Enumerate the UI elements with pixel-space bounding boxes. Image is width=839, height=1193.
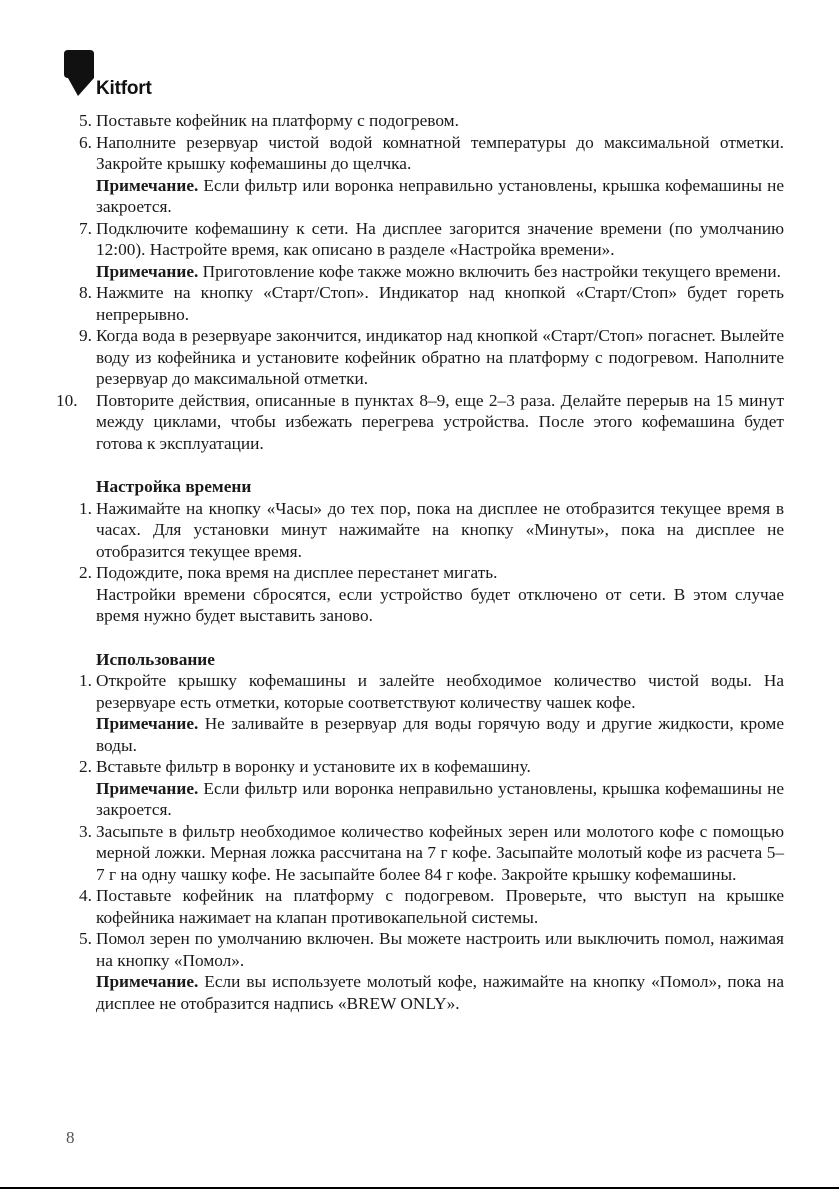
list-item	[56, 390, 784, 455]
item-text: Помол зерен по умолчанию включен. Вы можете настроить или выключить помол, нажимая на кнопку «Помол».	[96, 929, 784, 970]
usage-list	[62, 670, 784, 1014]
item-text: Вставьте фильтр в воронку и установите их в кофемашину.	[96, 757, 531, 776]
item-number: 1.	[79, 498, 92, 518]
item-text: Повторите действия, описанные в пунктах 8–9, еще 2–3 раза. Делайте перерыв на 15 минут между циклами, чтобы избежать перегрева устройства. После этого кофемашина будет готова к эксплуатации.	[96, 390, 784, 453]
note-label: Примечание.	[96, 972, 199, 991]
list-item	[62, 282, 784, 325]
note-label: Примечание.	[96, 261, 199, 281]
time-setup-list	[62, 498, 784, 627]
note	[96, 175, 784, 218]
page-number: 8	[66, 1128, 75, 1147]
note-text: Не заливайте в резервуар для воды горячую воду и другие жидкости, кроме воды.	[96, 714, 784, 755]
item-number: 4.	[79, 886, 92, 905]
item-number: 9.	[79, 326, 92, 345]
list-item	[62, 110, 784, 132]
list-item	[62, 132, 784, 218]
logo-text: Kitfort	[96, 78, 152, 99]
note	[96, 713, 784, 756]
note-text: Приготовление кофе также можно включить без настройки текущего времени.	[198, 261, 781, 281]
document-body	[56, 110, 784, 1014]
list-item	[62, 821, 784, 886]
kitfort-logo-icon	[64, 50, 94, 96]
note-text: Если фильтр или воронка неправильно установлены, крышка кофемашины не закроется.	[96, 175, 784, 216]
list-item	[62, 218, 784, 283]
list-item	[62, 670, 784, 756]
item-number: 2.	[79, 563, 92, 582]
list-item	[62, 928, 784, 1014]
note-label: Примечание.	[96, 714, 199, 733]
item-text: Подождите, пока время на дисплее перестанет мигать.	[96, 563, 498, 582]
note	[96, 778, 784, 821]
item-text: Подключите кофемашину к сети. На дисплее загорится значение времени (по умолчанию 12:00). Настройте время, как описано в разделе «Настройка времени».	[96, 218, 784, 259]
note-text: Если фильтр или воронка неправильно установлены, крышка кофемашины не закроется.	[96, 778, 784, 819]
section-heading-time-setup: Настройка времени	[96, 477, 252, 496]
item-number: 8.	[79, 283, 92, 302]
bottom-divider	[0, 1187, 839, 1189]
note	[96, 261, 784, 283]
steps-list-a	[56, 110, 784, 454]
note-label: Примечание.	[96, 778, 199, 798]
item-number: 7.	[79, 218, 92, 238]
list-item	[62, 885, 784, 928]
item-text: Нажмите на кнопку «Старт/Стоп». Индикатор над кнопкой «Старт/Стоп» будет гореть непрерывно.	[96, 283, 784, 324]
item-number: 2.	[79, 757, 92, 776]
item-text: Наполните резервуар чистой водой комнатной температуры до максимальной отметки. Закройте крышку кофемашины до щелчка.	[96, 132, 784, 173]
brand-logo	[64, 50, 184, 102]
item-number: 3.	[79, 821, 92, 841]
list-item	[62, 498, 784, 563]
list-item	[62, 756, 784, 821]
note-label: Примечание.	[96, 175, 199, 195]
item-number: 10.	[56, 390, 78, 410]
list-item	[62, 325, 784, 390]
item-text: Засыпьте в фильтр необходимое количество кофейных зерен или молотого кофе с помощью мерной ложки. Мерная ложка рассчитана на 7 г кофе. Засыпайте молотый кофе из расчета 5–7 г на одну чашку кофе. Не засыпайте более 84 г кофе. Закройте крышку кофемашины.	[96, 821, 784, 884]
item-number: 1.	[79, 671, 92, 690]
item-number: 6.	[79, 132, 92, 152]
item-text: Поставьте кофейник на платформу с подогревом. Проверьте, что выступ на крышке кофейника нажимает на клапан противокапельной системы.	[96, 886, 784, 927]
item-extra-text: Настройки времени сбросятся, если устройство будет отключено от сети. В этом случае время нужно будет выставить заново.	[96, 584, 784, 625]
note-text: Если вы используете молотый кофе, нажимайте на кнопку «Помол», пока на дисплее не отобразится надпись «BREW ONLY».	[96, 972, 784, 1013]
item-text: Откройте крышку кофемашины и залейте необходимое количество чистой воды. На резервуаре есть отметки, которые соответствуют количеству чашек кофе.	[96, 671, 784, 712]
section-heading-usage: Использование	[96, 649, 215, 669]
item-number: 5.	[79, 929, 92, 948]
item-number: 5.	[79, 111, 92, 130]
item-text: Поставьте кофейник на платформу с подогревом.	[96, 111, 459, 130]
item-text: Нажимайте на кнопку «Часы» до тех пор, пока на дисплее не отобразится текущее время в часах. Для установки минут нажимайте на кнопку «Минуты», пока на дисплее не отобразится текущее время.	[96, 498, 784, 561]
item-text: Когда вода в резервуаре закончится, индикатор над кнопкой «Старт/Стоп» погаснет. Вылейте воду из кофейника и установите кофейник обратно на платформу с подогревом. Наполните резервуар до максимальной отметки.	[96, 326, 784, 388]
note	[96, 971, 784, 1014]
list-item	[62, 562, 784, 627]
